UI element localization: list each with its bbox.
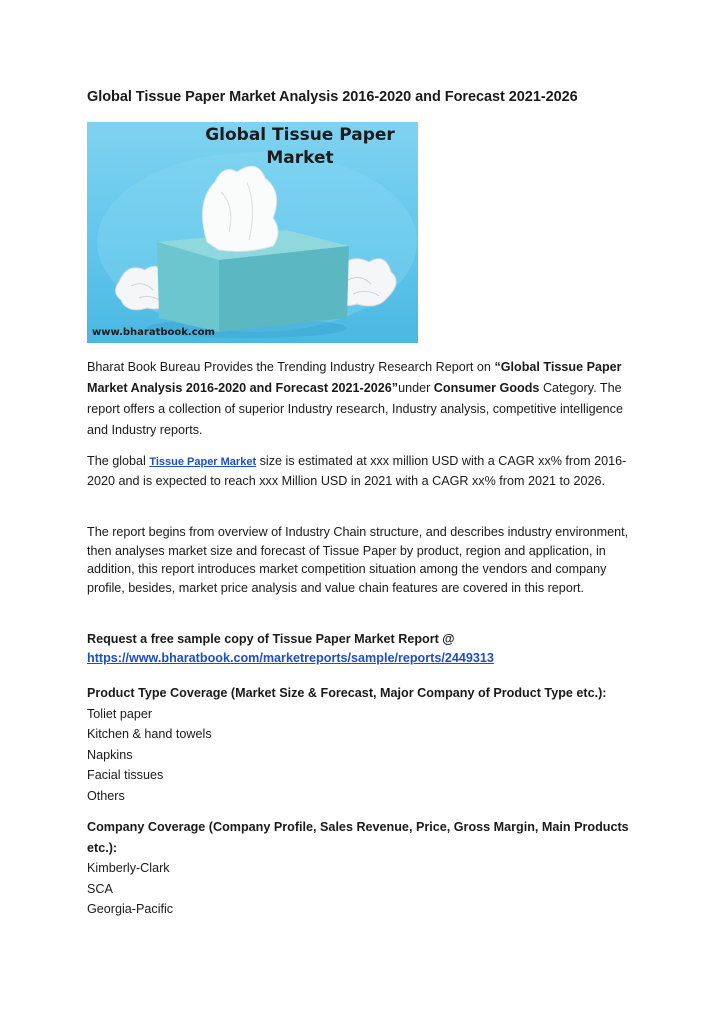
category-name: Consumer Goods xyxy=(433,381,540,395)
company-section xyxy=(87,817,647,920)
market-text-2: size is estimated at xxx million USD with a CAGR xx% from 2016-2020 and is expected to reach xxx Million USD in 2021 with a CAGR xx% from 2021 to 2026. xyxy=(87,454,627,488)
sample-request xyxy=(87,630,647,668)
market-text-1: The global xyxy=(87,454,150,468)
list-item: Napkins xyxy=(87,747,133,762)
hero-image xyxy=(87,122,418,343)
product-type-section xyxy=(87,683,647,806)
list-item: Georgia-Pacific xyxy=(87,902,174,916)
list-item: Facial tissues xyxy=(87,768,164,782)
hero-site-url: www.bharatbook.com xyxy=(92,327,215,338)
sample-request-link[interactable]: https://www.bharatbook.com/marketreports/sample/reports/2449313 xyxy=(87,651,494,665)
hero-heading-line1: Global Tissue Paper xyxy=(205,125,395,145)
page-title: Global Tissue Paper Market Analysis 2016-2020 and Forecast 2021-2026 xyxy=(87,89,578,105)
list-item: Kitchen & hand towels xyxy=(87,727,212,741)
product-type-heading: Product Type Coverage (Market Size & Forecast, Major Company of Product Type etc.): xyxy=(87,686,607,700)
overview-paragraph: The report begins from overview of Industry Chain structure, and describes industry environment, then analyses market size and forecast of Tissue Paper by product, region and application, in addition, this report introduces market competition situation among the vendors and company profile, besides, market price analysis and value chain features are covered in this report. xyxy=(87,525,629,595)
sample-request-label: Request a free sample copy of Tissue Paper Market Report @ xyxy=(87,632,455,646)
intro-text-1: Bharat Book Bureau Provides the Trending Industry Research Report on xyxy=(87,360,495,374)
list-item: Kimberly-Clark xyxy=(87,861,170,875)
list-item: Others xyxy=(87,788,125,803)
intro-text-2: under xyxy=(398,381,434,395)
product-type-list xyxy=(87,704,647,807)
company-heading: Company Coverage (Company Profile, Sales Revenue, Price, Gross Margin, Main Products etc.): xyxy=(87,820,629,855)
report-name: “Global Tissue Paper Market Analysis 2016-2020 and Forecast 2021-2026” xyxy=(87,360,622,395)
hero-heading-line2: Market xyxy=(266,148,334,168)
market-size-paragraph xyxy=(87,452,647,490)
list-item: Toliet paper xyxy=(87,706,153,721)
intro-text-3: Category. The report offers a collection of superior Industry research, Industry analysis, competitive intelligence and Industry reports. xyxy=(87,381,623,437)
intro-paragraph xyxy=(87,357,647,441)
tissue-paper-market-link[interactable]: Tissue Paper Market xyxy=(149,456,257,468)
list-item: SCA xyxy=(87,881,113,896)
company-list xyxy=(87,858,647,920)
